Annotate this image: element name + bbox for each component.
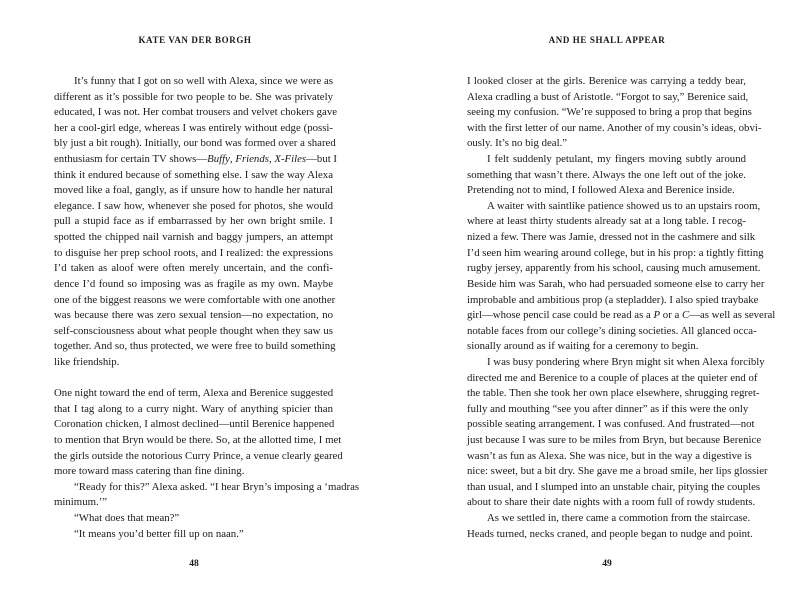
page-number: 48 [189, 559, 199, 569]
body-text [467, 74, 776, 542]
text-line: Pretending not to mind, I followed Alexa and Berenice inside. [467, 184, 735, 197]
text-line: I looked closer at the girls. Berenice was carrying a teddy bear, [467, 75, 746, 87]
text-line: dence I’d found so imposing was as fragile as my own. Maybe [54, 277, 333, 290]
text-segment: , [268, 153, 275, 166]
text-line: Heads turned, necks craned, and people began to nudge and point. [467, 527, 753, 540]
paragraph [467, 199, 776, 355]
italic-text: C [681, 309, 690, 322]
text-line: than usual, and I slumped into an unstable chair, pitying the couples [467, 480, 761, 493]
paragraph [467, 74, 762, 152]
text-segment: or a [660, 309, 682, 322]
text-line: elegance. I saw how, whenever she posed for photos, she would [54, 199, 333, 212]
text-line: I’d seen him wearing around college, but in his prop: a tightly fitting [467, 246, 764, 259]
text-line: One night toward the end of term, Alexa and Berenice suggested [54, 387, 334, 400]
text-line: to disguise her prep school roots, and I realized: the expressions [54, 246, 333, 259]
text-line: spotted the chipped nail varnish and baggy jumpers, an attempt [54, 231, 333, 244]
text-line: wasn’t as fun as Alexa. She was nice, but in the way a digestive is [467, 449, 752, 462]
italic-text: Friends [235, 153, 269, 166]
text-segment: , [229, 153, 236, 166]
paragraph [54, 527, 333, 543]
paragraph [54, 511, 333, 527]
text-line: nized a few. There was Jamie, dressed not in the cashmere and silk [467, 231, 756, 244]
text-line: A waiter with saintlike patience showed us to an upstairs room, [487, 199, 761, 212]
text-line: fully and mouthing “see you after dinner” as if this were the only [467, 402, 749, 415]
paragraph [467, 152, 746, 199]
text-line: Beside him was Sarah, who had persuaded someone else to carry her [467, 277, 765, 290]
text-line: minimum.’” [54, 496, 108, 509]
text-line: “Ready for this?” Alexa asked. “I hear Bryn’s imposing a ‘madras [74, 480, 360, 493]
text-line: something that wasn’t there. Always the one left out of the joke. [467, 168, 746, 181]
page-number: 49 [602, 559, 612, 569]
text-segment: girl—whose pencil case could be read as a [467, 309, 654, 322]
text-line: about to share their date nights with a room full of rowdy students. [467, 496, 756, 509]
text-line: Coronation chicken, I almost declined—until Berenice happened [54, 418, 335, 431]
text-line: I’d taken as aloof were often merely uncertain, and the confi- [54, 262, 333, 275]
text-line: possible seating arrangement. I was confused. And frustrated—not [467, 418, 755, 431]
text-line: It’s funny that I got on so well with Alexa, since we were as [74, 75, 333, 87]
text-line: one of the biggest reasons we were comfortable with one another [54, 293, 336, 306]
running-head-title: AND HE SHALL APPEAR [548, 35, 666, 45]
text-line: her a cool-girl edge, whereas I was entirely without edge (possi- [54, 121, 333, 134]
text-line [54, 152, 338, 168]
text-line: together. And so, thus protected, we were free to build something [54, 340, 336, 353]
text-line: As we settled in, there came a commotion from the staircase. [487, 512, 751, 525]
body-text [54, 74, 360, 542]
text-segment: —as well as several [689, 309, 776, 322]
text-line: self-consciousness about what people thought when they saw us [54, 324, 333, 337]
text-line: the girls outside the notorious Curry Prince, a venue clearly geared [54, 449, 343, 462]
text-line: with the first letter of our name. Another of my cousin’s ideas, obvi- [467, 121, 762, 134]
text-line: was because there was zero sexual tension—no expectation, no [54, 309, 333, 322]
running-head-author: KATE VAN DER BORGH [138, 35, 252, 45]
text-line: where at least thirty students already sat at a long table. I recog- [467, 215, 746, 228]
text-line: improbable and ambitious prop (a stepladder). I also spied traybake [467, 293, 759, 306]
text-line: Alexa cradling a bust of Aristotle. “Forgot to say,” Berenice said, [467, 90, 749, 103]
paragraph [54, 386, 343, 480]
text-line [467, 308, 776, 324]
text-line: seeing my confusion. “We’re supposed to bring a prop that begins [467, 106, 752, 119]
text-line: ously. It’s no big deal.” [467, 137, 568, 150]
text-line: think it endured because of something else. I saw the way Alexa [54, 168, 333, 181]
text-line: that I tag along to a curry night. Wary of anything spicier than [54, 402, 333, 415]
text-line: I was busy pondering where Bryn might sit when Alexa forcibly [487, 355, 765, 368]
paragraph [54, 74, 338, 371]
text-line: “It means you’d better fill up on naan.” [74, 527, 244, 540]
text-line: “What does that mean?” [74, 512, 180, 525]
text-line: I felt suddenly petulant, my fingers moving subtly around [487, 153, 746, 166]
italic-text: P [653, 309, 661, 322]
text-line: more toward mass catering than fine dining. [54, 465, 245, 478]
text-line: moved like a foal, gangly, as if unsure how to handle her natural [54, 184, 333, 197]
italic-text: X-Files [274, 153, 307, 166]
paragraph [54, 480, 360, 511]
text-line: bly just a bit rough). Initially, our bond was formed over a shared [54, 137, 336, 150]
text-segment: —but I [306, 153, 338, 166]
text-line: pull a stupid face as if embarrassed by her own bright smile. I [54, 215, 333, 228]
text-line: nice: sweet, but a bit dry. She gave me a broad smile, her lips glossier [467, 465, 768, 478]
paragraph [467, 355, 768, 511]
text-line: different as it’s possible for two people to be. She was privately [54, 90, 333, 103]
italic-text: Buffy [207, 153, 230, 166]
text-line: educated, I was not. Her combat trousers and velvet chokers gave [54, 106, 338, 119]
text-line: to mention that Bryn would be there. So, at the allotted time, I met [54, 434, 342, 447]
text-line: the table. Then she took her own place elsewhere, shrugging regret- [467, 387, 760, 400]
text-line: rugby jersey, apparently from his school, causing much amusement. [467, 262, 761, 275]
text-line: notable faces from our college’s dining societies. All glanced occa- [467, 324, 757, 337]
text-segment: enthusiasm for certain TV shows— [54, 153, 208, 166]
text-line: like friendship. [54, 355, 120, 368]
text-line: just because I was sure to be miles from Bryn, but because Berenice [467, 434, 762, 447]
paragraph [467, 511, 753, 542]
text-line: directed me and Berenice to a couple of places at the quieter end of [467, 371, 758, 384]
right-page [400, 0, 800, 600]
text-line: sionally around as if waiting for a ceremony to begin. [467, 340, 699, 353]
